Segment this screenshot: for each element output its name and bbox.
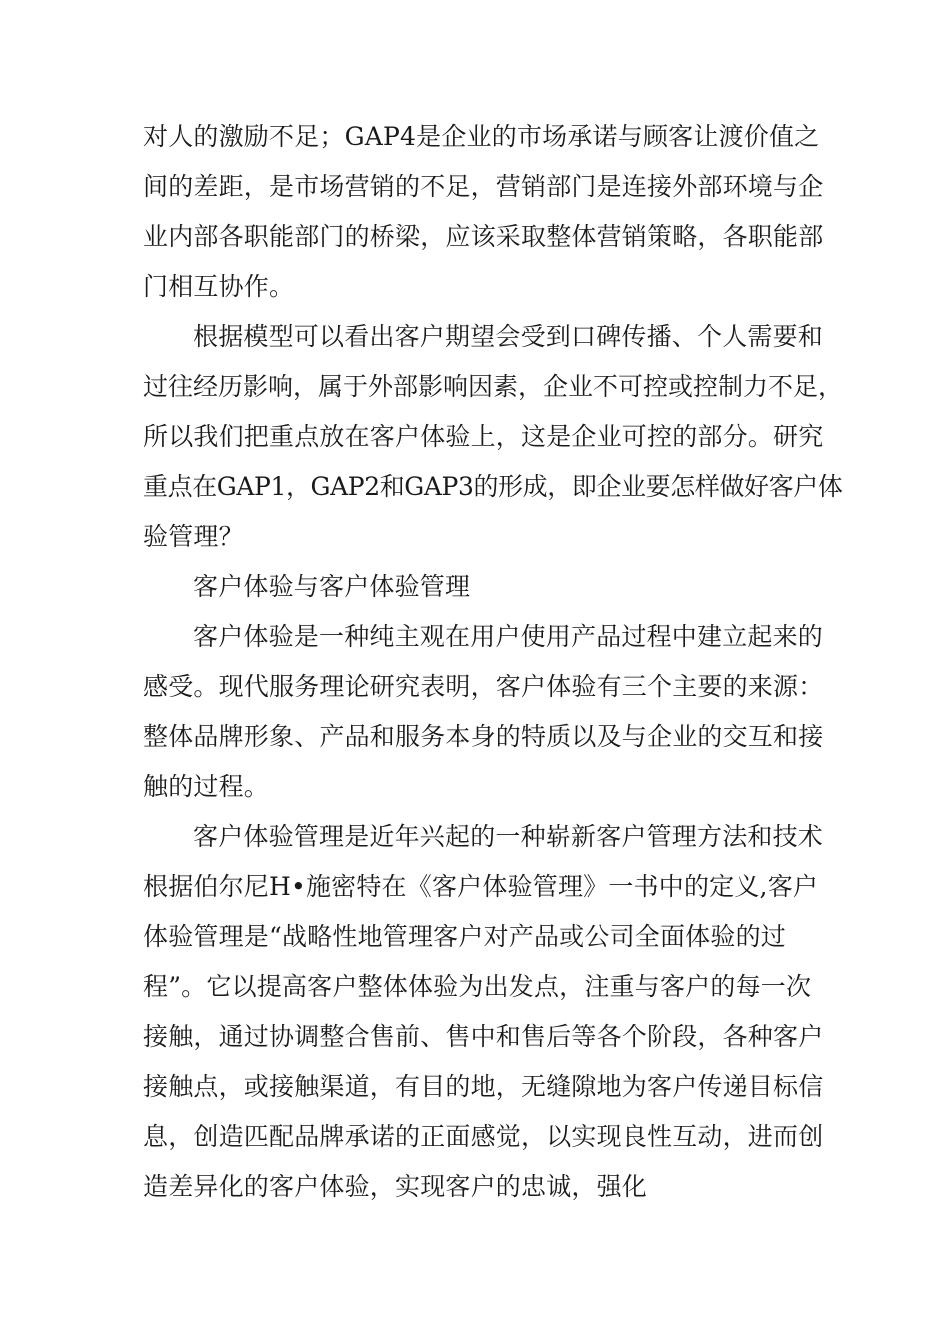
text-line: 过往经历影响，属于外部影响因素，企业不可控或控制力不足，: [143, 372, 844, 401]
text-line: 接触点，或接触渠道，有目的地，无缝隙地为客户传递目标信: [143, 1072, 824, 1101]
text-line: 根据伯尔尼H•施密特在《客户体验管理》一书中的定义,客户: [143, 872, 819, 901]
text-line: 造差异化的客户体验，实现客户的忠诚，强化: [143, 1172, 648, 1201]
paragraph-first-line: 客户体验是一种纯主观在用户使用产品过程中建立起来的: [193, 622, 824, 651]
text-line: 门相互协作。: [143, 272, 295, 301]
text-line: 接触，通过协调整合售前、售中和售后等各个阶段，各种客户: [143, 1022, 824, 1051]
text-line: 业内部各职能部门的桥梁，应该采取整体营销策略，各职能部: [143, 222, 824, 251]
text-line: 感受。现代服务理论研究表明，客户体验有三个主要的来源：: [143, 672, 824, 701]
text-line: 重点在GAP1，GAP2和GAP3的形成，即企业要怎样做好客户体: [143, 472, 843, 501]
text-line: 验管理？: [143, 522, 244, 551]
text-line: 对人的激励不足；GAP4是企业的市场承诺与顾客让渡价值之: [143, 122, 820, 151]
document-body: [143, 112, 844, 1212]
text-line: 整体品牌形象、产品和服务本身的特质以及与企业的交互和接: [143, 722, 824, 751]
text-line: 所以我们把重点放在客户体验上，这是企业可控的部分。研究: [143, 422, 824, 451]
text-line: 程”。它以提高客户整体体验为出发点，注重与客户的每一次: [143, 972, 812, 1001]
text-line: 间的差距，是市场营销的不足，营销部门是连接外部环境与企: [143, 172, 824, 201]
paragraph-first-line: 根据模型可以看出客户期望会受到口碑传播、个人需要和: [193, 322, 824, 351]
text-line: 触的过程。: [143, 772, 270, 801]
paragraph-first-line: 客户体验与客户体验管理: [193, 572, 471, 601]
paragraph-first-line: 客户体验管理是近年兴起的一种崭新客户管理方法和技术: [193, 822, 824, 851]
text-line: 体验管理是“战略性地管理客户对产品或公司全面体验的过: [143, 922, 786, 951]
text-line: 息，创造匹配品牌承诺的正面感觉，以实现良性互动，进而创: [143, 1122, 824, 1151]
